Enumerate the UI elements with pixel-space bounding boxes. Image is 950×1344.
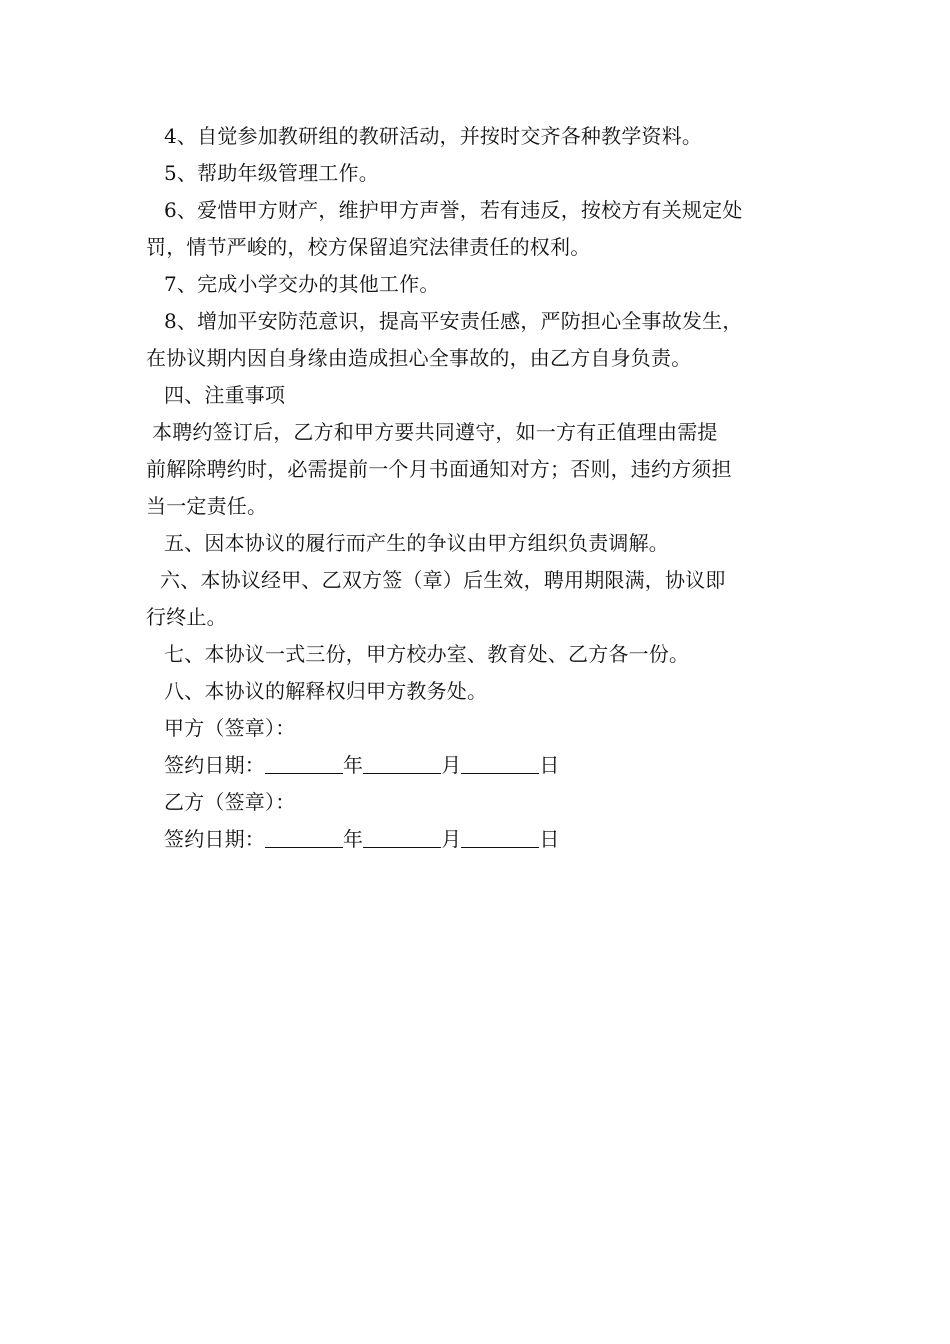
section-6: 六、本协议经甲、乙双方签（章）后生效，聘用期限满，协议即 bbox=[160, 568, 726, 592]
party-b-signing-date bbox=[146, 821, 808, 858]
section-4-paragraph-line-2: 前解除聘约时，必需提前一个月书面通知对方；否则，违约方须担 bbox=[146, 457, 732, 481]
signing-date-label: 签约日期： bbox=[164, 827, 265, 851]
section-7: 七、本协议一式三份，甲方校办室、教育处、乙方各一份。 bbox=[164, 642, 690, 666]
section-6-continued: 行终止。 bbox=[146, 605, 227, 629]
clause-6-continued: 罚，情节严峻的，校方保留追究法律责任的权利。 bbox=[146, 235, 591, 259]
signing-date-label: 签约日期： bbox=[164, 753, 265, 777]
clause-6: 6、爱惜甲方财产，维护甲方声誉，若有违反，按校方有关规定处 bbox=[164, 198, 743, 222]
section-4-heading: 四、注重事项 bbox=[164, 383, 286, 407]
section-4-paragraph: 本聘约签订后，乙方和甲方要共同遵守，如一方有正值理由需提 bbox=[152, 420, 718, 444]
section-8: 八、本协议的解释权归甲方教务处。 bbox=[164, 679, 488, 703]
clause-8: 8、增加平安防范意识，提高平安责任感，严防担心全事故发生， bbox=[164, 309, 743, 333]
month-label: 月 bbox=[441, 827, 462, 851]
year-blank bbox=[265, 827, 343, 848]
day-label: 日 bbox=[539, 753, 560, 777]
document-page bbox=[146, 118, 808, 858]
clause-5: 5、帮助年级管理工作。 bbox=[164, 161, 379, 185]
month-label: 月 bbox=[441, 753, 462, 777]
clause-8-continued: 在协议期内因自身缘由造成担心全事故的，由乙方自身负责。 bbox=[146, 346, 692, 370]
year-blank bbox=[265, 753, 343, 774]
party-a-signing-date bbox=[146, 747, 808, 784]
section-4-paragraph-line-3: 当一定责任。 bbox=[146, 494, 268, 518]
month-blank bbox=[363, 827, 441, 848]
party-b-signature-label: 乙方（签章）： bbox=[164, 790, 296, 814]
year-label: 年 bbox=[343, 827, 364, 851]
year-label: 年 bbox=[343, 753, 364, 777]
clause-4: 4、自觉参加教研组的教研活动，并按时交齐各种教学资料。 bbox=[164, 124, 703, 148]
section-5: 五、因本协议的履行而产生的争议由甲方组织负责调解。 bbox=[164, 531, 669, 555]
day-blank bbox=[461, 753, 539, 774]
month-blank bbox=[363, 753, 441, 774]
clause-7: 7、完成小学交办的其他工作。 bbox=[164, 272, 440, 296]
day-label: 日 bbox=[539, 827, 560, 851]
party-a-signature-label: 甲方（签章）： bbox=[164, 716, 296, 740]
day-blank bbox=[461, 827, 539, 848]
